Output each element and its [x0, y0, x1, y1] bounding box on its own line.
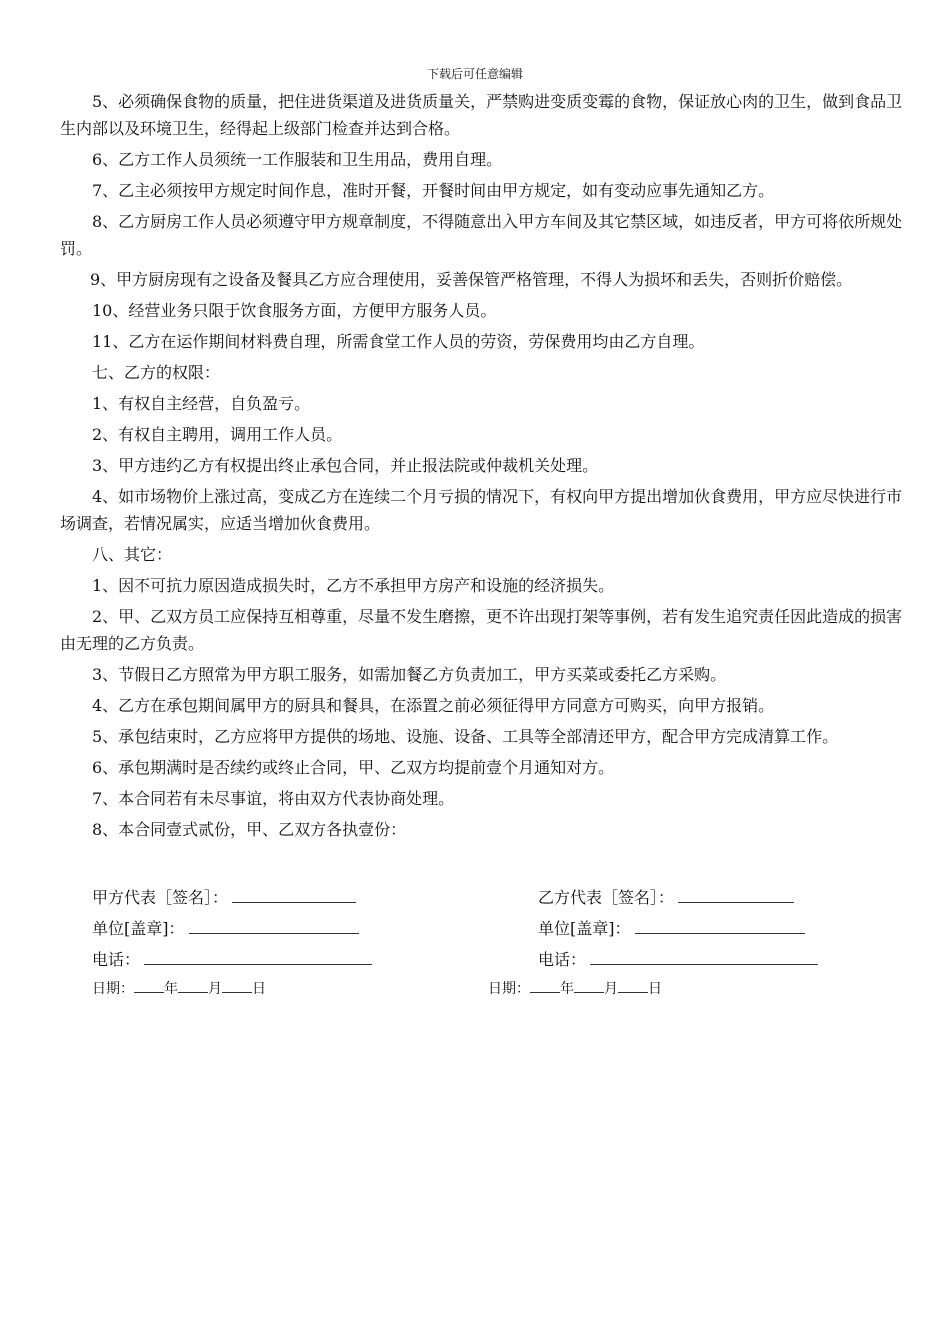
party-b-unit-field[interactable]: [635, 917, 805, 934]
party-b-phone-field[interactable]: [590, 948, 818, 965]
other-3: 3、节假日乙方照常为甲方职工服务，如需加餐乙方负责加工，甲方买菜或委托乙方采购。: [92, 665, 727, 684]
party-a-rep-label: 甲方代表［签名］：: [92, 888, 229, 907]
party-b-month-label: 月: [604, 981, 618, 997]
other-4: 4、乙方在承包期间属甲方的厨具和餐具，在添置之前必须征得甲方同意方可购买，向甲方报销。: [92, 696, 775, 715]
section-7-heading: 七、乙方的权限：: [92, 363, 221, 382]
section-8-heading: 八、其它：: [92, 545, 173, 564]
clause-7-schedule: 7、乙主必须按甲方规定时间作息，准时开餐，开餐时间由甲方规定，如有变动应事先通知乙方。: [92, 181, 775, 200]
other-5: 5、承包结束时，乙方应将甲方提供的场地、设施、设备、工具等全部清还甲方，配合甲方完成清算工作。: [92, 727, 839, 746]
party-a-month-label: 月: [208, 981, 222, 997]
party-a-day-field[interactable]: [222, 978, 252, 993]
party-a-phone-row: [92, 948, 372, 972]
party-b-date-row: [488, 977, 662, 1001]
party-a-date-row: [92, 977, 266, 1001]
party-b-unit-row: [538, 917, 805, 941]
party-a-phone-field[interactable]: [144, 948, 372, 965]
other-1: 1、因不可抗力原因造成损失时，乙方不承担甲方房产和设施的经济损失。: [92, 576, 615, 595]
party-b-rep-label: 乙方代表［签名］：: [538, 888, 675, 907]
party-b-year-label: 年: [560, 981, 574, 997]
party-a-unit-label: 单位[盖章]：: [92, 919, 185, 938]
right-3: 3、甲方违约乙方有权提出终止承包合同，并止报法院或仲裁机关处理。: [92, 456, 599, 475]
other-7: 7、本合同若有未尽事谊，将由双方代表协商处理。: [92, 789, 455, 808]
party-b-unit-label: 单位[盖章]：: [538, 919, 631, 938]
party-b-phone-label: 电话：: [538, 950, 587, 969]
clause-8-rules: 8、乙方厨房工作人员必须遵守甲方规章制度，不得随意出入甲方车间及其它禁区域，如违反者，甲方可将依所规处罚。: [60, 212, 903, 258]
other-2: 2、甲、乙双方员工应保持互相尊重，尽量不发生磨擦，更不许出现打架等事例，若有发生追究责任因此造成的损害由无理的乙方负责。: [60, 607, 903, 653]
party-a-rep-field[interactable]: [232, 886, 356, 903]
party-a-unit-field[interactable]: [189, 917, 359, 934]
party-b-rep-row: [538, 886, 794, 910]
other-8: 8、本合同壹式贰份，甲、乙双方各执壹份：: [92, 820, 407, 839]
right-4: 4、如市场物价上涨过高，变成乙方在连续二个月亏损的情况下，有权向甲方提出增加伙食费用，甲方应尽快进行市场调查，若情况属实，应适当增加伙食费用。: [60, 487, 903, 533]
party-a-year-label: 年: [164, 981, 178, 997]
party-b-rep-field[interactable]: [678, 886, 794, 903]
party-a-phone-label: 电话：: [92, 950, 141, 969]
clause-10-scope: 10、经营业务只限于饮食服务方面，方便甲方服务人员。: [92, 301, 497, 320]
other-6: 6、承包期满时是否续约或终止合同，甲、乙双方均提前壹个月通知对方。: [92, 758, 615, 777]
party-b-month-field[interactable]: [574, 978, 604, 993]
right-1: 1、有权自主经营，自负盈亏。: [92, 394, 311, 413]
party-b-year-field[interactable]: [530, 978, 560, 993]
party-b-day-field[interactable]: [618, 978, 648, 993]
page-header: 下载后可任意编辑: [426, 67, 523, 81]
right-2: 2、有权自主聘用，调用工作人员。: [92, 425, 343, 444]
party-a-year-field[interactable]: [134, 978, 164, 993]
clause-6-uniform: 6、乙方工作人员须统一工作服装和卫生用品，费用自理。: [92, 150, 503, 169]
party-a-rep-row: [92, 886, 356, 910]
party-a-month-field[interactable]: [178, 978, 208, 993]
clause-9-equipment: 9、甲方厨房现有之设备及餐具乙方应合理使用，妥善保管严格管理，不得人为损坏和丢失，否则折价赔偿。: [90, 270, 853, 289]
party-a-day-label: 日: [252, 981, 266, 997]
party-b-day-label: 日: [648, 981, 662, 997]
party-b-date-label: 日期：: [488, 981, 530, 997]
contract-body: [60, 88, 905, 847]
party-a-unit-row: [92, 917, 359, 941]
clause-11-costs: 11、乙方在运作期间材料费自理，所需食堂工作人员的劳资，劳保费用均由乙方自理。: [92, 332, 705, 351]
party-a-date-label: 日期：: [92, 981, 134, 997]
party-b-phone-row: [538, 948, 818, 972]
clause-5-food-quality: 5、必须确保食物的质量，把住进货渠道及进货质量关，严禁购进变质变霉的食物，保证放心肉的卫生，做到食品卫生内部以及环境卫生，经得起上级部门检查并达到合格。: [60, 92, 903, 138]
